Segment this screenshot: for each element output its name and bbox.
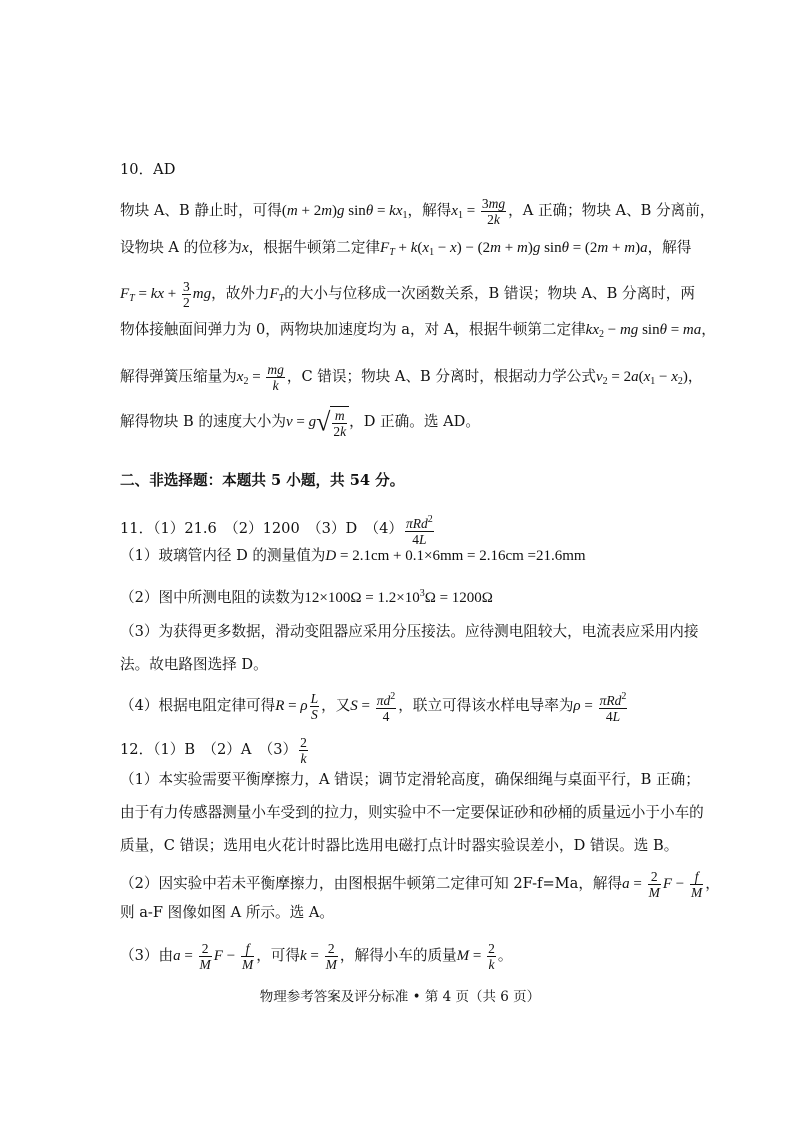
q12-answers: 12．（1）B （2）A （3） $\frac{2}{k}$ (120, 735, 690, 766)
q12-part-3: （3）由a = $\frac{2}{M}$ F − $\frac{f}{M}$ ，可得k = $\frac{2}{M}$ ，解得小车的质量M = $\frac{2}{k}$ 。 (120, 941, 513, 972)
q11-part-4: （4）根据电阻定律可得R = ρ $\frac{L}{S}$ ，又S = $\frac{\pi d^2}{4}$ ，联立可得该水样电导率为ρ = $\frac{\pi Rd^2}{4L}$ (120, 689, 690, 724)
q10-title: 10．AD (120, 161, 176, 178)
formula-q11-answer4: $\frac{\pi Rd^2}{4L}$ (405, 514, 433, 547)
q11-part-3-line-1: （3）为获得更多数据，滑动变阻器应采用分压接法。应待测电阻较大，电流表应采用内接 (120, 623, 699, 640)
q12-part-1-line-3: 质量，C 错误；选用电火花计时器比选用电磁打点计时器实验误差小，D 错误。选 B。 (120, 837, 679, 854)
formula-resistivity-law: R = ρ $\frac{L}{S}$ (275, 691, 319, 722)
q10-line-5: 解得弹簧压缩量为$x_2$ = $\frac{mg}{k}$ ，C 错误；物块 A、B 分离时，根据动力学公式$v_2 = 2a(x_1 - x_2)$， (120, 362, 703, 393)
q10-line-3: $F_T$ = kx + $\frac{3}{2}$ mg，故外力$F_T$的大小与位移成一次函数关系，B 错误；物块 A、B 分离时，两 (120, 279, 695, 310)
q12-part-2-line-2: 则 a-F 图像如图 A 所示。选 A。 (120, 904, 334, 921)
formula-q12-answer3: $\frac{2}{k}$ (300, 735, 307, 766)
page-footer: 物理参考答案及评分标准 • 第 4 页（共 6 页） (259, 989, 541, 1005)
formula-ft: $F_T$ = kx + $\frac{3}{2}$ mg (120, 279, 212, 310)
q10-line-1: 物块 A、B 静止时，可得(m + 2m)g $\sin\theta = kx_1$，解得$x_1$ = $\frac{3mg}{2k}$ ，A 正确；物块 A、B 分离前， (120, 196, 715, 227)
formula-newton-before-separation: $F_T + k(x_1 - x) - (2m + m)g$ sinθ = (2m + m)a (380, 240, 648, 258)
formula-slope: k = $\frac{2}{M}$ (299, 941, 337, 972)
formula-resistance-reading: $12\times 100\Omega = 1.2\times 10^3\Omega = 1200\Omega$ (304, 588, 493, 606)
formula-acceleration: a = $\frac{2}{M}$ F − $\frac{f}{M}$ (622, 869, 703, 900)
q11-part-2: （2）图中所测电阻的读数为$12\times 100\Omega = 1.2\times 10^3\Omega = 1200\Omega$ (120, 588, 493, 606)
formula-kinematics: $v_2 = 2a(x_1 - x_2)$ (595, 368, 688, 387)
q10-line-4: 物体接触面间弹力为 0，两物块加速度均为 a，对 A，根据牛顿第二定律$kx_2$ − mg sinθ = ma， (120, 321, 716, 340)
q11-part-1: （1）玻璃管内径 D 的测量值为D = 2.1cm + 0.1×6mm = 2.16cm =21.6mm (120, 547, 586, 564)
formula-static-equilibrium: (m + 2m)g $\sin\theta = kx_1$ (281, 202, 408, 221)
formula-x2: $x_2$ = $\frac{mg}{k}$ (236, 362, 284, 393)
q10-line-2: 设物块 A 的位移为x，根据牛顿第二定律$F_T + k(x_1 - x) - (2m + m)g$ sinθ = (2m + m)a，解得 (120, 239, 692, 258)
formula-newton-separation: $kx_2$ − mg sinθ = ma (585, 322, 702, 340)
formula-diameter: D = 2.1cm + 0.1×6mm = 2.16cm =21.6mm (325, 548, 586, 564)
q12-part-1-line-1: （1）本实验需要平衡摩擦力，A 错误；调节定滑轮高度，确保细绳与桌面平行，B 正确； (120, 771, 700, 788)
formula-acceleration-2: a = $\frac{2}{M}$ F − $\frac{f}{M}$ (173, 941, 254, 972)
q12-part-1-line-2: 由于有力传感器测量小车受到的拉力，则实验中不一定要保证砂和砂桶的质量远小于小车的 (120, 804, 704, 821)
formula-mass: M = $\frac{2}{k}$ (456, 941, 495, 972)
formula-x1: $x_1$ = $\frac{3mg}{2k}$ (451, 196, 506, 227)
q12-part-2-line-1: （2）因实验中若未平衡摩擦力，由图根据牛顿第二定律可知 2F-f=Ma，解得a = $\frac{2}{M}$ F − $\frac{f}{M}$ ， (120, 869, 720, 900)
formula-conductivity: ρ = $\frac{\pi Rd^2}{4L}$ (573, 691, 627, 724)
q10-line-6: 解得物块 B 的速度大小为v = g√ $\frac{m}{2k}$ ，D 正确。选 AD。 (120, 407, 480, 439)
q11-answers: 11．（1）21.6 （2）1200 （3）D （4） $\frac{\pi Rd^2}{4L}$ (120, 512, 690, 547)
q11-part-3-line-2: 法。故电路图选择 D。 (120, 656, 268, 673)
formula-area: S = $\frac{\pi d^2}{4}$ (350, 691, 396, 724)
section-2-heading: 二、非选择题：本题共 5 小题，共 54 分。 (120, 472, 405, 489)
formula-velocity: v = g√ $\frac{m}{2k}$ (286, 414, 349, 430)
